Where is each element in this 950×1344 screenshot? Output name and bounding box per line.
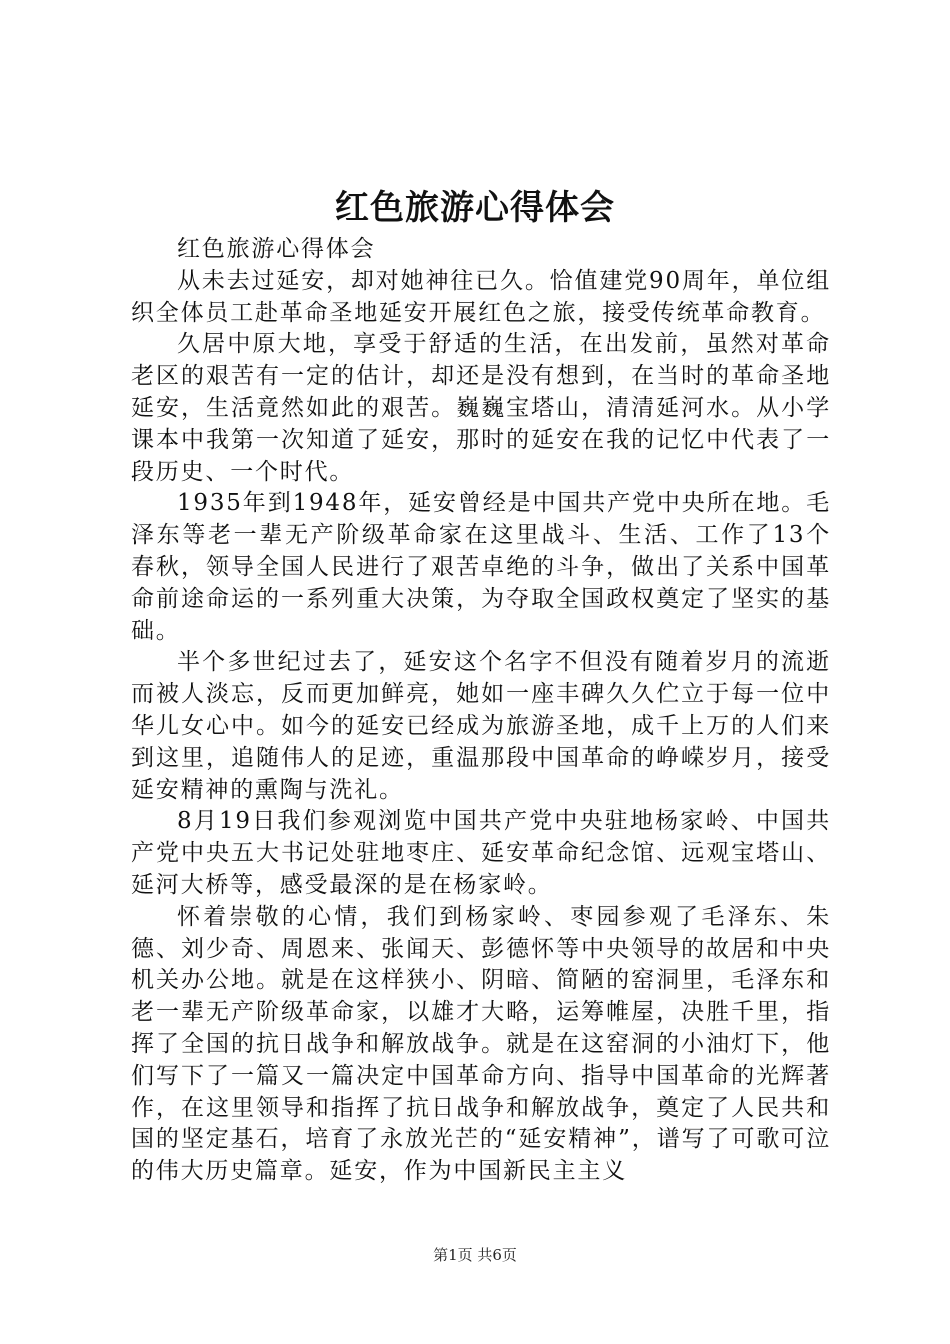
- paragraph: 8月19日我们参观浏览中国共产党中央驻地杨家岭、中国共产党中央五大书记处驻地枣庄、延安革命纪念馆、远观宝塔山、延河大桥等，感受最深的是在杨家岭。: [131, 808, 831, 898]
- paragraph: 久居中原大地，享受于舒适的生活，在出发前，虽然对革命老区的艰苦有一定的估计，却还是没有想到，在当时的革命圣地延安，生活竟然如此的艰苦。巍巍宝塔山，清清延河水。从小学课本中我第一次知道了延安，那时的延安在我的记忆中代表了一段历史、一个时代。: [131, 331, 831, 485]
- paragraph-subtitle: 红色旅游心得体会: [177, 236, 376, 262]
- page-number-footer: 第1页 共6页: [433, 1246, 517, 1264]
- page-title: 红色旅游心得体会: [335, 188, 615, 228]
- paragraph: 怀着崇敬的心情，我们到杨家岭、枣园参观了毛泽东、朱德、刘少奇、周恩来、张闻天、彭德怀等中央领导的故居和中央机关办公地。就是在这样狭小、阴暗、简陋的窑洞里，毛泽东和老一辈无产阶级革命家，以雄才大略，运筹帷屋，决胜千里，指挥了全国的抗日战争和解放战争。就是在这窑洞的小油灯下，他们写下了一篇又一篇决定中国革命方向、指导中国革命的光辉著作，在这里领导和指挥了抗日战争和解放战争，奠定了人民共和国的坚定基石，培育了永放光芒的“延安精神”，谱写了可歌可泣的伟大历史篇章。延安，作为中国新民主主义: [131, 903, 831, 1185]
- paragraph: 从未去过延安，却对她神往已久。恰值建党90周年，单位组织全体员工赴革命圣地延安开展红色之旅，接受传统革命教育。: [131, 267, 831, 326]
- paragraph: 半个多世纪过去了，延安这个名字不但没有随着岁月的流逝而被人淡忘，反而更加鲜亮，她如一座丰碑久久伫立于每一位中华儿女心中。如今的延安已经成为旅游圣地，成千上万的人们来到这里，追随伟人的足迹，重温那段中国革命的峥嵘岁月，接受延安精神的熏陶与洗礼。: [131, 649, 831, 803]
- paragraph: 1935年到1948年，延安曾经是中国共产党中央所在地。毛泽东等老一辈无产阶级革命家在这里战斗、生活、工作了13个春秋，领导全国人民进行了艰苦卓绝的斗争，做出了关系中国革命前途命运的一系列重大决策，为夺取全国政权奠定了坚实的基础。: [131, 490, 831, 644]
- document-body: [131, 234, 831, 1188]
